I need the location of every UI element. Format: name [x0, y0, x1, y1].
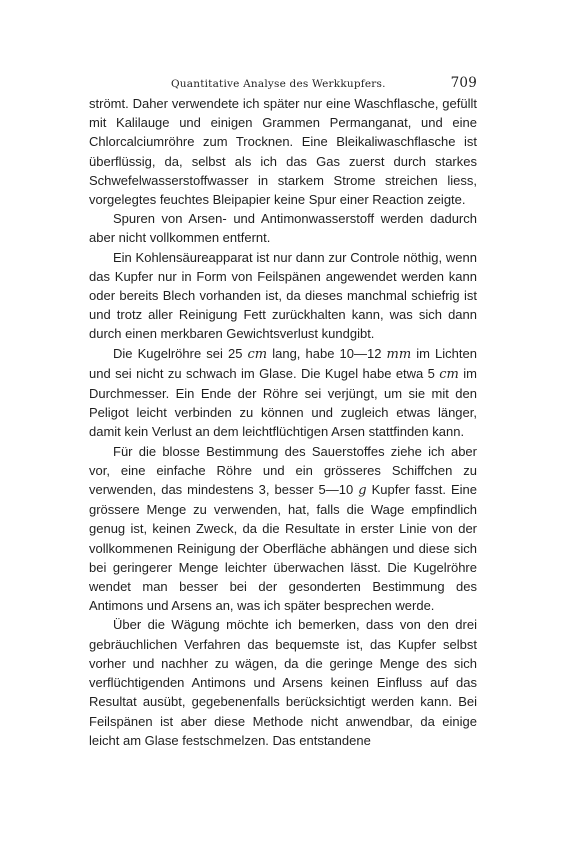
text-run: Die Kugelröhre sei 25 [113, 345, 248, 361]
page-number: 709 [450, 75, 477, 91]
text-run: im Lichten und sei nicht zu schwach im Glase. Die Kugel habe etwa 5 [89, 345, 477, 381]
paragraph: Ein Kohlensäureapparat ist nur dann zur Controle nöthig, wenn das Kupfer nur in Form von Feilspänen angewendet werden kann oder bereits Blech vorhanden ist, da dieses manchmal schiefrig ist und trotz aller Reinigung Fett zurückhalten kann, was sich dann durch einen merkbaren Gewichtsverlust kundgibt. [89, 249, 477, 342]
unit-text: mm [386, 346, 412, 362]
paragraph [89, 344, 477, 442]
paragraph: Spuren von Arsen- und Antimonwasserstoff werden dadurch aber nicht vollkommen entfernt. [89, 211, 477, 246]
text-run: lang, habe 10—12 [267, 345, 387, 361]
page-body [89, 94, 477, 750]
paragraph: Über die Wägung möchte ich bemerken, dass von den drei gebräuchlichen Verfahren das bequemste ist, das Kupfer selbst vorher und nachher zu wägen, da die geringe Menge des sich verflüchtigenden Antimons und Arsens keinen Einfluss auf das Resultat ausübt, gegebenenfalls berücksichtigt werden kann. Bei Feilspänen ist aber diese Methode nicht anwendbar, da einige leicht am Glase festschmelzen. Das entstandene [89, 617, 477, 748]
running-title: Quantitative Analyse des Werkkupfers. [171, 78, 386, 90]
unit-text: g [358, 483, 367, 499]
unit-text: cm [439, 366, 459, 382]
paragraph [89, 442, 477, 616]
text-run: im Durchmesser. Ein Ende der Röhre sei verjüngt, um sie mit den Peligot leicht verbinden zu können und zugleich etwas länger, damit kein Verlust an dem leichtflüchtigen Arsen stattfinden kann. [89, 365, 477, 440]
paragraph: strömt. Daher verwendete ich später nur eine Waschflasche, gefüllt mit Kalilauge und einigen Grammen Permanganat, und eine Chlorcalciumröhre zum Trocknen. Eine Bleikaliwaschflasche ist überflüssig, da, selbst als ich das Gas zuerst durch starkes Schwefelwasserstoffwasser in starkem Strome streichen liess, vorgelegtes feuchtes Bleipapier keine Spur einer Reaction zeigte. [89, 96, 477, 208]
unit-text: cm [247, 346, 268, 362]
text-run: Für die blosse Bestimmung des Sauerstoffes ziehe ich aber vor, eine einfache Röhre und ein grösseres Schiffchen zu verwenden, das mindestens 3, besser 5—10 [89, 443, 477, 498]
page-header [89, 74, 477, 94]
text-run: Kupfer fasst. Eine grössere Menge zu verwenden, hat, falls die Wage empfindlich genug ist, keinen Zweck, da die Resultate in erster Linie von der vollkommenen Reinigung der Oberfläche abhängen und diese sich bei geringerer Menge leichter überwachen lässt. Die Kugelröhre wendet man besser bei der gesonderten Bestimmung des Antimons und Arsens an, was ich später besprechen werde. [89, 482, 477, 614]
book-page [89, 74, 477, 750]
